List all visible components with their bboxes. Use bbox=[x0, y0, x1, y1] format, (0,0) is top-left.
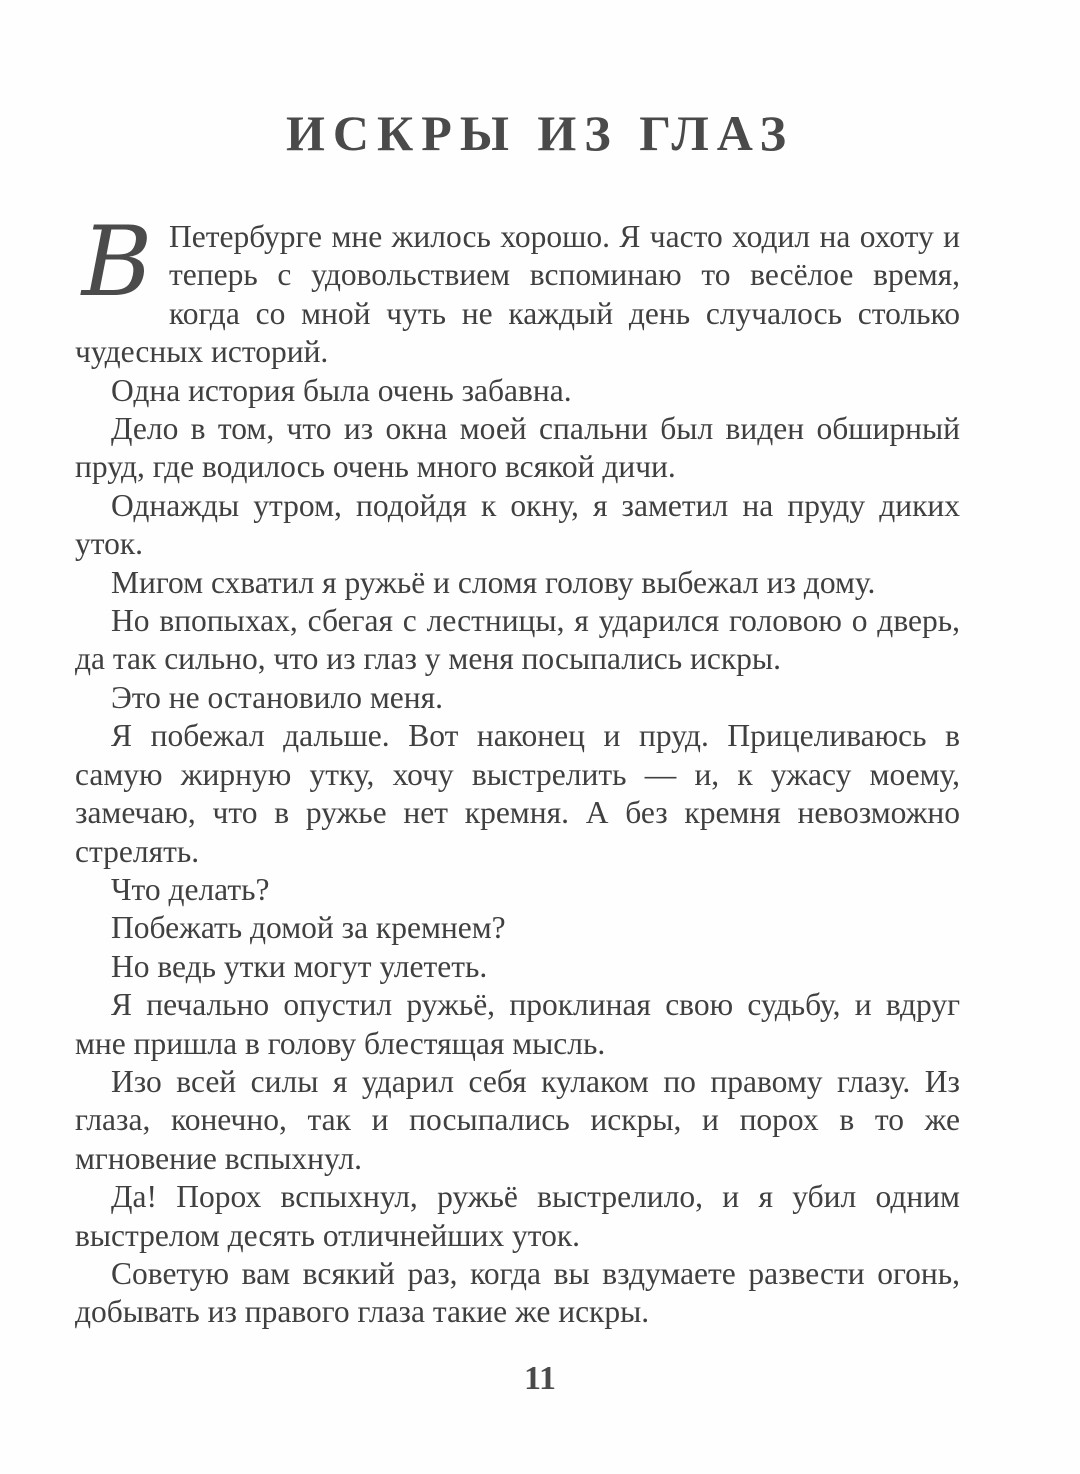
paragraph-7: Это не остановило меня. bbox=[111, 679, 443, 715]
paragraph-10: Побежать домой за кремнем? bbox=[111, 910, 506, 946]
paragraph-4: Однажды утром, подойдя к окну, я заметил на пруду диких уток. bbox=[75, 487, 960, 562]
paragraph-12: Я печально опустил ружьё, проклиная свою судьбу, и вдруг мне пришла в голову блестящая мысль. bbox=[75, 987, 960, 1061]
paragraph-9: Что делать? bbox=[111, 871, 270, 907]
chapter-title: ИСКРЫ ИЗ ГЛАЗ bbox=[286, 105, 794, 161]
paragraph-13: Изо всей силы я ударил себя кулаком по правому глазу. Из глаза, конечно, так и посыпались искры, и порох в то же мгновение вспыхнул. bbox=[75, 1063, 960, 1176]
drop-cap: В bbox=[81, 206, 153, 318]
chapter-text bbox=[75, 206, 960, 1332]
paragraph-11: Но ведь утки могут улететь. bbox=[111, 948, 488, 984]
paragraph-3: Дело в том, что из окна моей спальни был виден обширный пруд, где водилось очень много всякой дичи. bbox=[75, 411, 960, 485]
paragraph-1-text: Петербурге мне жилось хорошо. Я часто ходил на охоту и теперь с удовольствием вспоминаю то весёлое время, когда со мной чуть не каждый день случалось столько чудесных историй. bbox=[75, 219, 960, 370]
paragraph-1 bbox=[75, 206, 960, 372]
paragraph-5: Мигом схватил я ружьё и сломя голову выбежал из дому. bbox=[111, 564, 876, 600]
page-number: 11 bbox=[523, 1360, 557, 1397]
paragraph-14: Да! Порох вспыхнул, ружьё выстрелило, и я убил одним выстрелом десять отличнейших уток. bbox=[75, 1179, 960, 1253]
paragraph-2: Одна история была очень забавна. bbox=[111, 372, 572, 408]
paragraph-15: Советую вам всякий раз, когда вы вздумаете развести огонь, добывать из правого глаза такие же искры. bbox=[75, 1255, 960, 1330]
paragraph-6: Но впопыхах, сбегая с лестницы, я ударился головою о дверь, да так сильно, что из глаз у меня посыпались искры. bbox=[75, 603, 960, 677]
paragraph-8: Я побежал дальше. Вот наконец и пруд. Прицеливаюсь в самую жирную утку, хочу выстрелить — и, к ужасу моему, замечаю, что в ружье нет кремня. А без кремня невозможно стрелять. bbox=[75, 718, 960, 869]
